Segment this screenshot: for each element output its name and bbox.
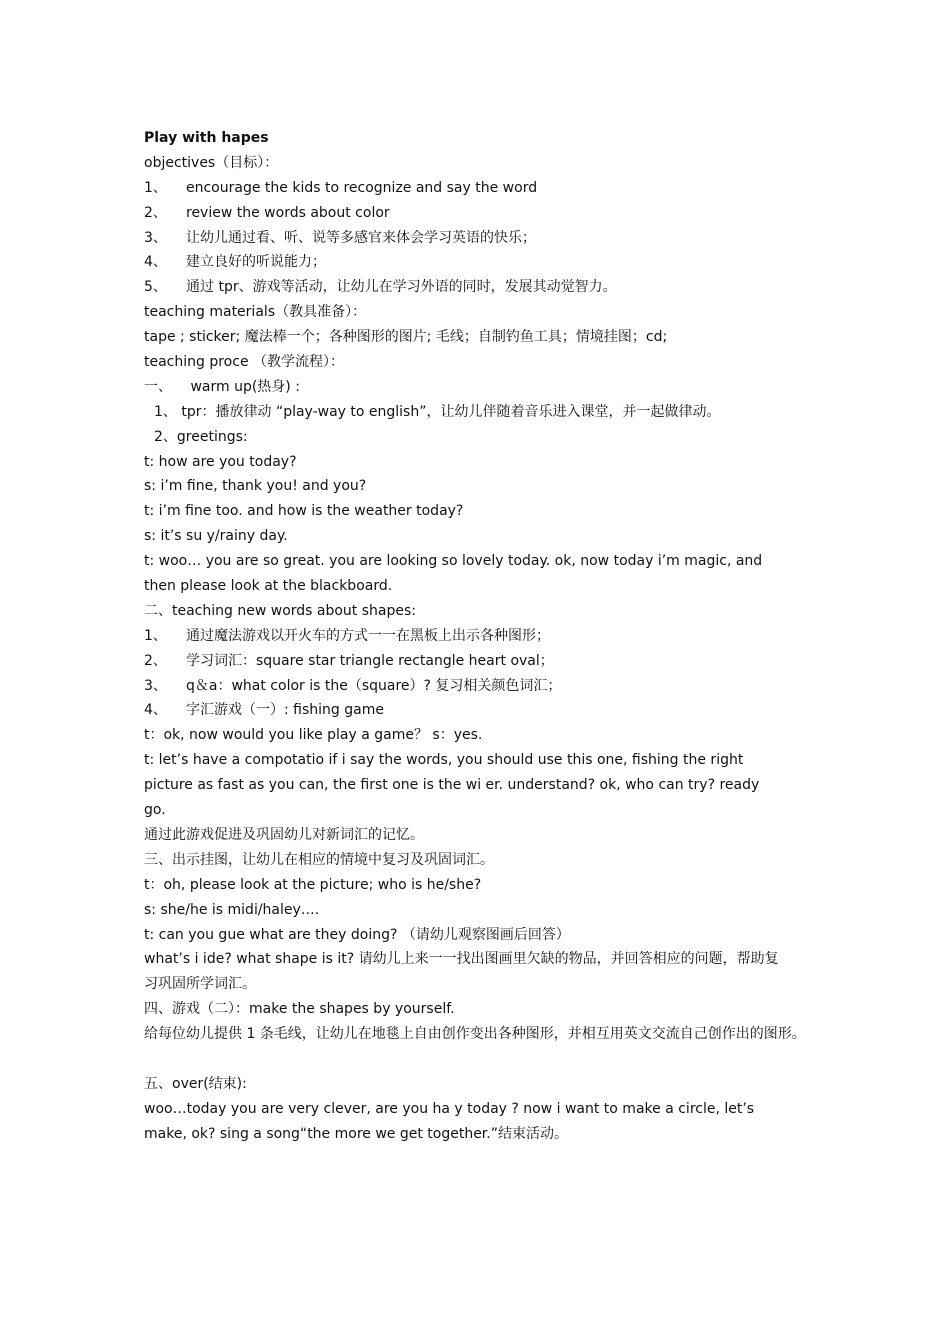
item-number: 1、: [144, 179, 167, 196]
item-text: q＆a：what color is the（square）? 复习相关颜色词汇；: [186, 677, 562, 694]
game-line: t：ok, now would you like play a game？ s：yes.: [144, 727, 483, 744]
objective-item: [144, 176, 834, 201]
picture-dialog-line: s: she/he is midi/haley….: [144, 901, 320, 918]
picture-dialog-line: t：oh, please look at the picture; who is he/she?: [144, 876, 482, 893]
item-text: 学习词汇：square star triangle rectangle heart oval；: [186, 652, 554, 669]
section-4-text: 给每位幼儿提供 1 条毛线，让幼儿在地毯上自由创作变出各种图形，并相互用英文交流自己创作出的图形。: [144, 1026, 806, 1043]
section-3-heading: 三、出示挂图，让幼儿在相应的情境中复习及巩固词汇。: [144, 851, 494, 868]
item-number: 4、: [144, 702, 167, 719]
item-number: 3、: [144, 229, 167, 246]
item-text: encourage the kids to recognize and say the word: [186, 179, 538, 196]
item-number: 2、: [144, 652, 167, 669]
game-line: picture as fast as you can, the first one is the wi er. understand? ok, who can try? ready: [144, 777, 760, 794]
warmup-step-1: 1、 tpr：播放律动 “play-way to english”，让幼儿伴随着音乐进入课堂，并一起做律动。: [154, 403, 721, 420]
dialog-line: s: it’s su y/rainy day.: [144, 528, 288, 545]
section-4-heading: 四、游戏（二）：make the shapes by yourself.: [144, 1001, 455, 1018]
dialog-line: t: i’m fine too. and how is the weather today?: [144, 503, 464, 520]
game-line: t: let’s have a compotatio if i say the words, you should use this one, fishing the right: [144, 752, 744, 769]
objective-item: [144, 226, 834, 251]
item-text: 让幼儿通过看、听、说等多感官来体会学习英语的快乐；: [186, 229, 536, 246]
section-2-item: [144, 674, 834, 699]
objectives-heading: objectives（目标）：: [144, 154, 279, 171]
picture-dialog-line: 习巩固所学词汇。: [144, 976, 256, 993]
item-number: 4、: [144, 254, 167, 271]
item-number: 5、: [144, 279, 167, 296]
game-line: go.: [144, 802, 166, 819]
dialog-line: then please look at the blackboard.: [144, 578, 393, 595]
dialog-line: s: i’m fine, thank you! and you?: [144, 478, 367, 495]
picture-dialog-line: what’s i ide? what shape is it? 请幼儿上来一一找出图画里欠缺的物品，并回答相应的问题，帮助复: [144, 951, 779, 968]
item-number: 1、: [144, 627, 167, 644]
item-text: 建立良好的听说能力；: [186, 254, 326, 271]
dialog-line: t: how are you today?: [144, 453, 297, 470]
warmup-step-2: 2、greetings:: [154, 428, 248, 445]
item-text: 通过魔法游戏以开火车的方式一一在黑板上出示各种图形；: [186, 627, 550, 644]
materials-heading: teaching materials（教具准备）：: [144, 304, 367, 321]
document-page: [144, 126, 834, 1147]
ending-line: woo…today you are very clever, are you ha y today ? now i want to make a circle, let’s: [144, 1100, 755, 1117]
picture-dialog-line: t: can you gue what are they doing? （请幼儿观察图画后回答）: [144, 926, 570, 943]
warmup-heading: [144, 375, 834, 400]
objective-item: [144, 201, 834, 226]
section-2-heading: 二、teaching new words about shapes:: [144, 602, 416, 619]
blank-line: [144, 1047, 834, 1072]
section-2-item: [144, 624, 834, 649]
objective-item: [144, 275, 834, 300]
materials-text: tape ; sticker; 魔法棒一个；各种图形的图片; 毛线；自制钓鱼工具；情境挂图；cd;: [144, 329, 668, 346]
section-text: warm up(热身) :: [186, 378, 300, 395]
objective-item: [144, 250, 834, 275]
item-number: 2、: [144, 204, 167, 221]
section-number: 一、: [144, 378, 172, 395]
document-title: Play with hapes: [144, 130, 269, 146]
dialog-line: t: woo… you are so great. you are looking so lovely today. ok, now today i’m magic, and: [144, 553, 763, 570]
ending-line: make, ok? sing a song“the more we get together.”结束活动。: [144, 1125, 568, 1142]
section-5-heading: 五、over(结束):: [144, 1075, 247, 1092]
process-heading: teaching proce （教学流程）：: [144, 354, 345, 371]
item-text: 字汇游戏（一）: fishing game: [186, 702, 384, 719]
section-2-item: [144, 649, 834, 674]
item-text: review the words about color: [186, 204, 390, 221]
item-number: 3、: [144, 677, 167, 694]
section-2-item: [144, 698, 834, 723]
item-text: 通过 tpr、游戏等活动，让幼儿在学习外语的同时，发展其动觉智力。: [186, 279, 617, 296]
game-note: 通过此游戏促进及巩固幼儿对新词汇的记忆。: [144, 826, 424, 843]
